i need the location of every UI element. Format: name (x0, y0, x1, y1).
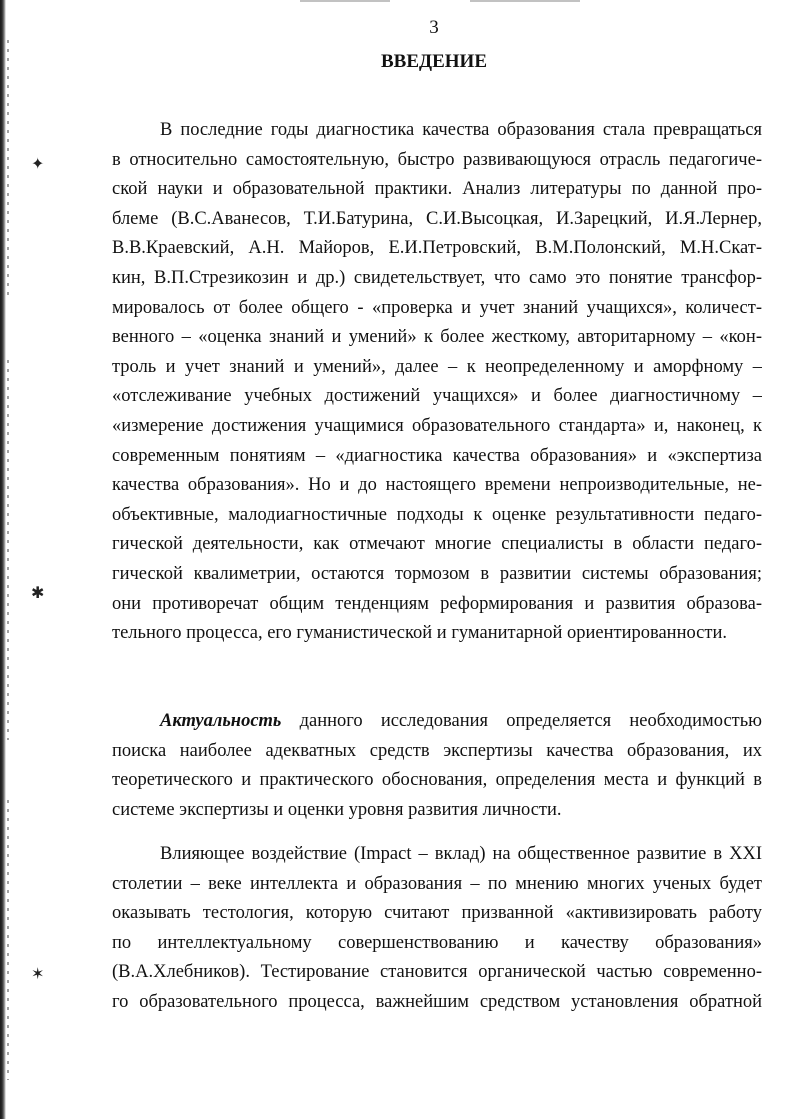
text-line: ской науки и образовательной практики. Анализ литературы по данной про- (112, 179, 762, 200)
text-line: столетии – веке интеллекта и образования – по мнению многих ученых будет (112, 873, 762, 894)
text-line: «измерение достижения учащимися образовательного стандарта» и, наконец, к (112, 415, 762, 436)
text-fragment: данного исследования определяется необходимостью (281, 711, 762, 731)
page-title: ВВЕДЕНИЕ (381, 51, 487, 72)
text-line: Влияющее воздействие (Impact – вклад) на общественное развитие в XXI (160, 844, 762, 864)
text-line: В последние годы диагностика качества образования стала превращаться (160, 120, 762, 140)
paragraph-intro (112, 116, 762, 649)
scan-top-rule (300, 0, 390, 2)
scan-binding-mark (7, 40, 9, 300)
margin-asterisk-icon: ✱ (31, 585, 45, 602)
text-line: блеме (В.С.Аванесов, Т.И.Батурина, С.И.Высоцкая, И.Зарецкий, И.Я.Лернер, (112, 208, 762, 229)
margin-star-icon: ✦ (31, 156, 45, 173)
paragraph-testology (112, 840, 762, 1018)
scan-binding-mark (7, 800, 9, 1080)
paragraph-relevance (112, 707, 762, 825)
text-line: тельного процесса, его гуманистической и гуманитарной ориентированности. (112, 623, 727, 644)
page-number: 3 (429, 17, 439, 38)
text-line: гической деятельности, как отмечают многие специалисты в области педаго- (112, 534, 762, 555)
emphasis-term: Актуальность (160, 711, 282, 731)
text-line: «отслеживание учебных достижений учащихся» и более диагностичному – (112, 386, 762, 407)
scan-top-rule (470, 0, 580, 2)
text-line: венного – «оценка знаний и умений» к более жесткому, авторитарному – «кон- (112, 327, 762, 348)
scan-binding-edge (0, 0, 6, 1119)
text-line: го образовательного процесса, важнейшим средством установления обратной (112, 991, 762, 1012)
text-line: в относительно самостоятельную, быстро развивающуюся отрасль педагогиче- (112, 149, 762, 170)
scan-binding-mark (7, 360, 9, 740)
text-line: В.В.Краевский, А.Н. Майоров, Е.И.Петровский, В.М.Полонский, М.Н.Скат- (112, 238, 762, 259)
text-line: мировалось от более общего - «проверка и учет знаний учащихся», количест- (112, 297, 762, 318)
text-line: качества образования». Но и до настоящего времени непроизводительные, не- (112, 475, 762, 496)
margin-asterisk-icon: ✶ (31, 966, 45, 983)
text-line: (В.А.Хлебников). Тестирование становится органической частью современно- (112, 962, 762, 983)
text-line: поиска наиболее адекватных средств экспертизы качества образования, их (112, 740, 762, 761)
text-line: объективные, малодиагностичные подходы к оценке результативности педаго- (112, 504, 762, 525)
text-line: современным понятиям – «диагностика качества образования» и «экспертиза (112, 445, 762, 466)
text-line: кин, В.П.Стрезикозин и др.) свидетельствует, что само это понятие трансфор- (112, 267, 762, 288)
text-line: системе экспертизы и оценки уровня развития личности. (112, 799, 562, 820)
text-line (112, 707, 762, 737)
text-line: гической квалиметрии, остаются тормозом в развитии системы образования; (112, 563, 762, 584)
text-line: они противоречат общим тенденциям реформирования и развития образова- (112, 593, 762, 614)
text-line: троль и учет знаний и умений», далее – к неопределенному и аморфному – (112, 356, 762, 377)
text-line: оказывать тестология, которую считают призванной «активизировать работу (112, 903, 762, 924)
text-line: теоретического и практического обоснования, определения места и функций в (112, 770, 762, 791)
text-line: по интеллектуальному совершенствованию и качеству образования» (112, 932, 762, 953)
